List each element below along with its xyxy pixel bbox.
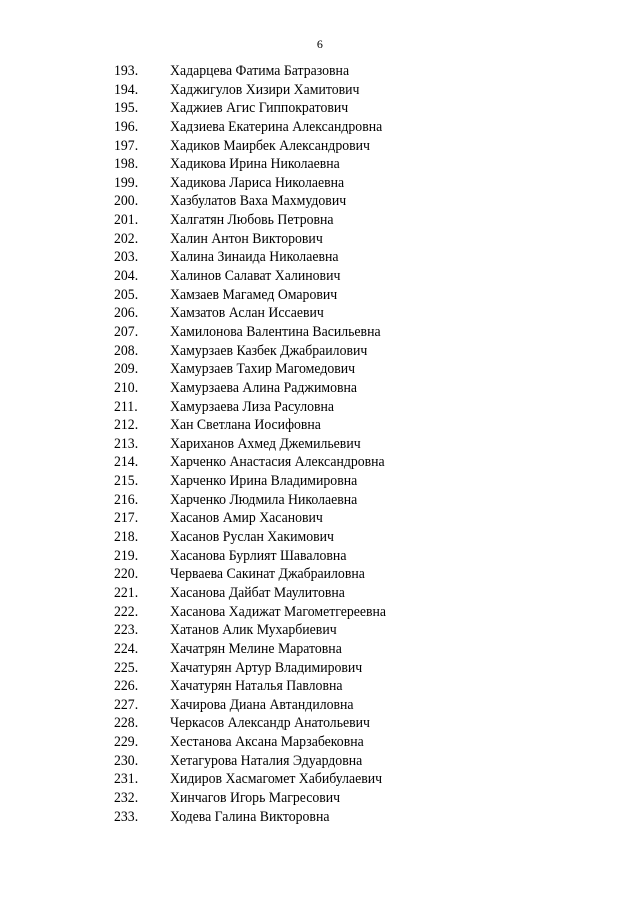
entry-number: 203. [114, 249, 139, 266]
entry-full-name: Черкасов Александр Анатольевич [170, 715, 370, 732]
entry-number: 210. [114, 379, 139, 396]
entry-full-name: Ходева Галина Викторовна [170, 808, 330, 825]
entry-full-name: Хадикова Лариса Николаевна [170, 174, 345, 191]
list-item [114, 752, 405, 771]
list-item [114, 174, 405, 193]
entry-full-name: Хамурзаев Тахир Магомедович [170, 361, 356, 378]
entry-number: 196. [114, 118, 139, 135]
list-item [114, 659, 405, 678]
list-item [114, 155, 405, 174]
entry-number: 193. [114, 63, 139, 79]
list-item [114, 192, 405, 211]
entry-full-name: Хестанова Аксана Марзабековна [170, 734, 364, 751]
entry-number: 195. [114, 100, 139, 117]
page-number: 6 [316, 37, 324, 51]
list-item [114, 714, 405, 733]
list-item [114, 789, 405, 808]
entry-number: 208. [114, 342, 139, 359]
entry-number: 230. [114, 752, 139, 769]
entry-full-name: Хачатурян Наталья Павловна [170, 678, 343, 695]
list-item [114, 398, 405, 417]
entry-number: 198. [114, 156, 139, 173]
entry-full-name: Хасанова Бурлият Шаваловна [170, 547, 347, 564]
entry-number: 224. [114, 640, 139, 657]
list-item [114, 62, 405, 81]
entry-full-name: Хамзатов Аслан Иссаевич [170, 305, 324, 322]
entry-number: 215. [114, 473, 139, 490]
entry-number: 218. [114, 529, 139, 546]
entry-number: 213. [114, 435, 139, 452]
entry-full-name: Черваева Сакинат Джабраиловна [170, 566, 365, 583]
entry-full-name: Хариханов Ахмед Джемильевич [170, 435, 361, 452]
entry-full-name: Хачатрян Мелине Маратовна [170, 640, 342, 657]
list-item [114, 733, 405, 752]
list-item [114, 472, 405, 491]
entry-number: 226. [114, 678, 139, 695]
list-item [114, 248, 405, 267]
entry-number: 221. [114, 584, 139, 601]
list-item [114, 360, 405, 379]
list-item [114, 621, 405, 640]
entry-full-name: Хадикова Ирина Николаевна [170, 156, 340, 173]
entry-full-name: Хасанова Дайбат Маулитовна [170, 584, 345, 601]
entry-number: 220. [114, 566, 139, 583]
list-item [114, 677, 405, 696]
entry-full-name: Хадиков Маирбек Александрович [170, 137, 370, 154]
entry-full-name: Халина Зинаида Николаевна [170, 249, 339, 266]
entry-full-name: Халин Антон Викторович [170, 230, 323, 247]
entry-number: 209. [114, 361, 139, 378]
list-item [114, 81, 405, 100]
entry-number: 227. [114, 696, 139, 713]
entry-full-name: Хасанов Руслан Хакимович [170, 529, 334, 546]
list-item [114, 696, 405, 715]
entry-number: 223. [114, 622, 139, 639]
entry-number: 231. [114, 771, 139, 788]
entry-full-name: Харченко Анастасия Александровна [170, 454, 385, 471]
entry-full-name: Хазбулатов Ваха Махмудович [170, 193, 347, 210]
entry-number: 222. [114, 603, 139, 620]
list-item [114, 603, 405, 622]
list-item [114, 99, 405, 118]
entry-full-name: Хасанов Амир Хасанович [170, 510, 323, 527]
entry-full-name: Хатанов Алик Мухарбиевич [170, 622, 337, 639]
entry-number: 202. [114, 230, 139, 247]
entry-number: 200. [114, 193, 139, 210]
list-item [114, 137, 405, 156]
entry-number: 228. [114, 715, 139, 732]
list-item [114, 528, 405, 547]
entry-full-name: Хасанова Хадижат Магометгереевна [170, 603, 387, 620]
entry-full-name: Хамурзаева Лиза Расуловна [170, 398, 335, 415]
entry-number: 206. [114, 305, 139, 322]
entry-full-name: Хидиров Хасмагомет Хабибулаевич [170, 771, 383, 788]
entry-full-name: Халинов Салават Халинович [170, 268, 341, 285]
entry-full-name: Хаджигулов Хизири Хамитович [170, 81, 360, 98]
list-item [114, 808, 405, 827]
entry-full-name: Хамурзаев Казбек Джабраилович [170, 342, 368, 359]
entry-number: 214. [114, 454, 139, 471]
list-item [114, 118, 405, 137]
entry-number: 207. [114, 323, 139, 340]
entry-number: 219. [114, 547, 139, 564]
list-item [114, 379, 405, 398]
entry-number: 194. [114, 81, 139, 98]
entry-full-name: Хан Светлана Иосифовна [170, 417, 321, 434]
entry-number: 212. [114, 417, 139, 434]
entry-number: 201. [114, 212, 139, 229]
entry-number: 233. [114, 808, 139, 825]
entry-number: 204. [114, 268, 139, 285]
list-item [114, 286, 405, 305]
entry-number: 229. [114, 734, 139, 751]
list-item [114, 267, 405, 286]
entry-number: 197. [114, 137, 139, 154]
entry-number: 232. [114, 789, 139, 806]
entry-full-name: Хадарцева Фатима Батразовна [170, 63, 350, 79]
entry-number: 205. [114, 286, 139, 303]
entry-full-name: Хамурзаева Алина Раджимовна [170, 379, 358, 396]
entry-full-name: Хинчагов Игорь Магресович [170, 789, 341, 806]
entry-number: 199. [114, 174, 139, 191]
entry-number: 216. [114, 491, 139, 508]
entry-full-name: Хамилонова Валентина Васильевна [170, 323, 381, 340]
list-item [114, 584, 405, 603]
entry-full-name: Хаджиев Агис Гиппократович [170, 100, 349, 117]
list-item [114, 230, 405, 249]
list-item [114, 491, 405, 510]
list-item [114, 453, 405, 472]
entry-full-name: Хачирова Диана Автандиловна [170, 696, 354, 713]
entry-full-name: Халгатян Любовь Петровна [170, 212, 334, 229]
list-item [114, 211, 405, 230]
entry-full-name: Хадзиева Екатерина Александровна [170, 118, 383, 135]
list-item [114, 547, 405, 566]
entry-full-name: Хамзаев Магамед Омарович [170, 286, 338, 303]
list-item [114, 416, 405, 435]
entry-full-name: Хачатурян Артур Владимирович [170, 659, 363, 676]
entry-full-name: Харченко Людмила Николаевна [170, 491, 358, 508]
entry-number: 225. [114, 659, 139, 676]
entry-number: 211. [114, 398, 138, 415]
list-item [114, 770, 405, 789]
list-item [114, 304, 405, 323]
list-item [114, 323, 405, 342]
list-item [114, 509, 405, 528]
entry-full-name: Хетагурова Наталия Эдуардовна [170, 752, 363, 769]
list-item [114, 342, 405, 361]
entry-full-name: Харченко Ирина Владимировна [170, 473, 358, 490]
list-item [114, 435, 405, 454]
name-list [114, 62, 405, 826]
list-item [114, 565, 405, 584]
entry-number: 217. [114, 510, 139, 527]
list-item [114, 640, 405, 659]
